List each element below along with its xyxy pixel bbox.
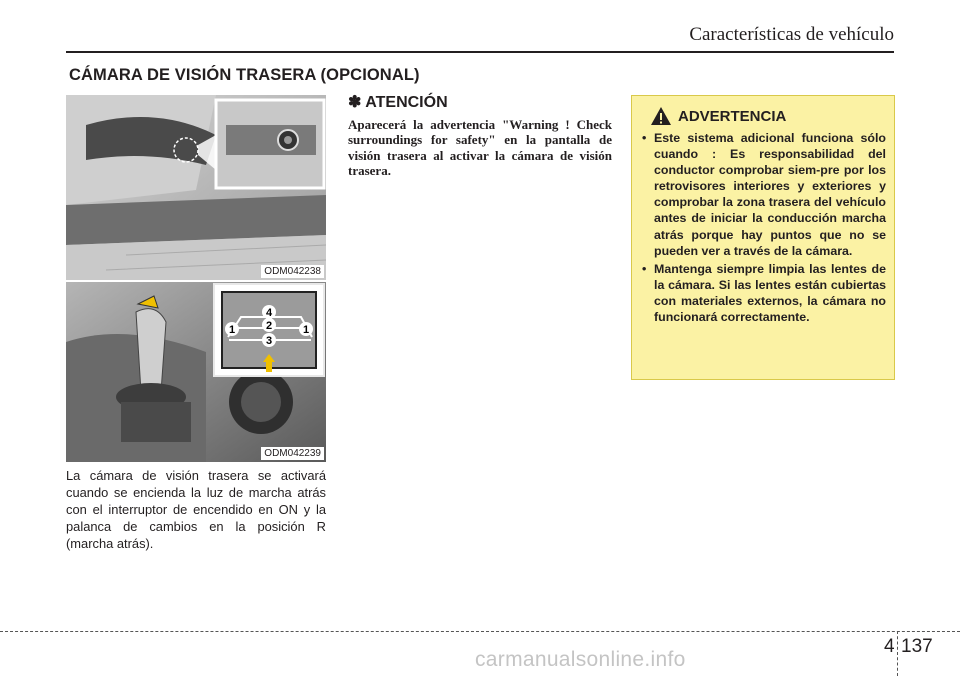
- body-paragraph: La cámara de visión trasera se activará cuando se encienda la luz de marcha atrás con el interruptor de encendido en ON y la palanca de cambios en la posición R (marcha atrás).: [66, 468, 326, 551]
- watermark: carmanualsonline.info: [475, 648, 686, 671]
- rear-camera-photo: [66, 95, 326, 280]
- footer-rule: [0, 631, 960, 632]
- attention-text: Aparecerá la advertencia "Warning ! Check surroundings for safety" en la pantalla de visión trasera al activar la cámara de visión trasera.: [348, 117, 612, 178]
- warning-item: • Este sistema adicional funciona sólo cuando : Es responsabilidad del conductor comprobar siem-pre por los retrovisores interiores y exteriores y comprobar la zona trasera del vehículo antes de iniciar la conducción marcha atrás porque hay puntos que no se pueden ver a través de la cámara.: [642, 131, 886, 258]
- section-title: CÁMARA DE VISIÓN TRASERA (OPCIONAL): [69, 66, 420, 84]
- warning-list: [642, 130, 886, 327]
- warning-heading: ADVERTENCIA: [678, 107, 787, 125]
- diagram-label: 4: [265, 307, 273, 319]
- gear-lever-photo: [66, 282, 326, 462]
- warning-box: [631, 95, 895, 380]
- bullet: •: [642, 131, 647, 145]
- chapter-number: 4: [884, 636, 895, 657]
- diagram-label: 2: [265, 320, 273, 332]
- figure-caption: ODM042239: [261, 447, 324, 460]
- warning-item: • Mantenga siempre limpia las lentes de la cámara. Si las lentes están cubiertas con materiales externos, la cámara no funcionará correctamente.: [642, 261, 886, 325]
- diagram-label: 1: [228, 324, 236, 336]
- header-title: Características de vehículo: [689, 24, 894, 45]
- warning-header: [650, 106, 786, 126]
- bullet: •: [642, 261, 647, 276]
- header-rule: [66, 51, 894, 53]
- figure-caption: ODM042238: [261, 265, 324, 278]
- diagram-label: 1: [302, 324, 310, 336]
- footer-separator: [897, 631, 898, 676]
- page-number: 137: [901, 636, 933, 657]
- attention-heading: ✽ ATENCIÓN: [348, 94, 448, 111]
- diagram-label: 3: [265, 335, 273, 347]
- warning-triangle-icon: [650, 106, 672, 126]
